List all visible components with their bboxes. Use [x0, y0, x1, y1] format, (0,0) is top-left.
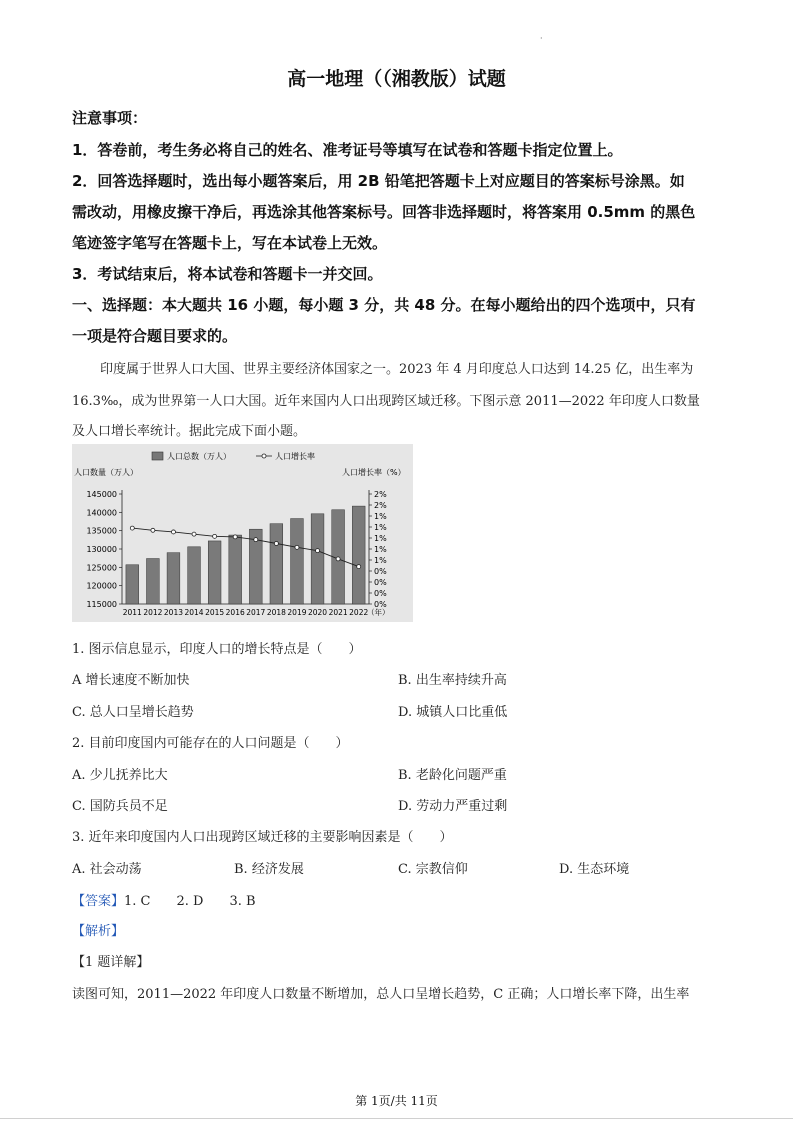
question-3-option-c: C. 宗教信仰 [398, 862, 468, 877]
y-tick-label: 115000 [86, 600, 117, 609]
growth-rate-point [213, 534, 217, 538]
question-1-option-c: C. 总人口呈增长趋势 [72, 705, 194, 720]
growth-rate-line [132, 528, 358, 567]
population-bar [352, 506, 365, 604]
detail-text: 读图可知，2011—2022 年印度人口数量不断增加，总人口呈增长趋势，C 正确；人口增长率下降，出生率 [72, 987, 690, 1002]
y2-tick-label: 0% [374, 578, 387, 587]
passage-line-2: 16.3‰，成为世界第一人口大国。近年来国内人口出现跨区域迁移。下图示意 2011—2022 年印度人口数量 [72, 394, 700, 409]
footer-divider [0, 1118, 793, 1119]
chart-legend [152, 451, 315, 461]
growth-rate-point [336, 557, 340, 561]
legend-line-marker [262, 454, 266, 458]
notice-item-1: 1．答卷前，考生务必将自己的姓名、准考证号等填写在试卷和答题卡指定位置上。 [72, 141, 623, 159]
chart-line [130, 526, 360, 569]
x-tick-label: 2018 [266, 608, 286, 617]
notice-item-2-line-1: 2．回答选择题时，选出每小题答案后，用 2B 铅笔把答题卡上对应题目的答案标号涂黑。如 [72, 172, 685, 190]
question-2-option-d: D. 劳动力严重过剩 [398, 799, 508, 814]
x-tick-label: 2013 [163, 608, 184, 617]
y2-axis-label: 人口增长率（%） [342, 468, 406, 477]
x-tick-label: 2016 [225, 608, 245, 617]
population-bar [311, 514, 324, 604]
y-tick-label: 130000 [86, 545, 117, 554]
population-bar [208, 541, 221, 604]
chart-svg [72, 444, 413, 622]
population-bar [188, 547, 201, 604]
notice-item-3: 3．考试结束后，将本试卷和答题卡一并交回。 [72, 265, 383, 283]
question-1-option-a: A 增长速度不断加快 [72, 673, 190, 688]
growth-rate-point [233, 535, 237, 539]
y-tick-label: 125000 [86, 563, 117, 573]
answer-tag: 【答案】 [72, 894, 125, 909]
x-tick-label: 2014 [184, 608, 204, 617]
growth-rate-point [295, 545, 299, 549]
y-tick-label: 145000 [86, 490, 117, 499]
y2-tick-label: 1% [374, 534, 387, 543]
population-bar [167, 553, 180, 604]
population-bar [291, 519, 304, 604]
x-tick-label: 2021 [328, 608, 348, 617]
section-heading-line-1: 一、选择题：本大题共 16 小题，每小题 3 分，共 48 分。在每小题给出的四个选项中，只有 [72, 296, 696, 314]
analysis-tag: 【解析】 [72, 924, 125, 939]
detail-tag: 【1 题详解】 [72, 955, 150, 970]
growth-rate-point [130, 526, 134, 530]
x-tick-label: 2012 [143, 608, 163, 617]
population-bar [229, 535, 242, 604]
y2-tick-label: 1% [374, 523, 387, 532]
x-tick-label: 2022 [349, 608, 369, 617]
question-2-stem: 2. 目前印度国内可能存在的人口问题是（ ） [72, 736, 349, 751]
population-chart [72, 444, 413, 622]
x-unit-label: （年） [367, 608, 390, 617]
question-1-stem: 1. 图示信息显示，印度人口的增长特点是（ ） [72, 642, 362, 657]
population-bar [270, 524, 283, 604]
y-tick-label: 120000 [86, 581, 117, 591]
question-1-option-d: D. 城镇人口比重低 [398, 705, 508, 720]
x-tick-label: 2015 [205, 608, 225, 617]
growth-rate-point [192, 532, 196, 536]
page-title: 高一地理（（湘教版）试题 [287, 68, 506, 90]
x-tick-label: 2017 [246, 608, 266, 617]
growth-rate-point [316, 549, 320, 553]
question-3-option-a: A. 社会动荡 [72, 862, 142, 877]
question-1-option-b: B. 出生率持续升高 [398, 673, 507, 688]
notice-heading: 注意事项： [72, 109, 148, 127]
population-bar [146, 559, 159, 604]
question-2-option-a: A. 少儿抚养比大 [72, 768, 168, 783]
x-tick-label: 2019 [287, 608, 307, 617]
question-3-option-d: D. 生态环境 [559, 862, 630, 877]
notice-item-2-line-2: 需改动，用橡皮擦干净后，再选涂其他答案标号。回答非选择题时，将答案用 0.5mm 的黑色 [72, 203, 696, 221]
answer-text: 1. C 2. D 3. B [124, 894, 256, 909]
legend-bar-swatch [152, 452, 163, 460]
y2-tick-label: 1% [374, 512, 387, 521]
question-3-option-b: B. 经济发展 [234, 862, 304, 877]
legend-label-population: 人口总数（万人） [167, 452, 231, 461]
growth-rate-point [254, 538, 258, 542]
growth-rate-point [274, 542, 278, 546]
x-tick-label: 2011 [122, 608, 142, 617]
population-bar [126, 565, 139, 604]
question-2-option-c: C. 国防兵员不足 [72, 799, 168, 814]
y2-tick-label: 0% [374, 589, 387, 598]
question-3-stem: 3. 近年来印度国内人口出现跨区域迁移的主要影响因素是（ ） [72, 830, 453, 845]
growth-rate-point [171, 530, 175, 534]
page-footer: 第 1页/共 11页 [355, 1094, 438, 1108]
y2-tick-label: 0% [374, 567, 387, 576]
passage-line-3: 及人口增长率统计。据此完成下面小题。 [72, 424, 307, 439]
y-axis-label: 人口数量（万人） [74, 468, 138, 477]
y2-tick-label: 0% [374, 600, 387, 609]
notice-item-2-line-3: 笔迹签字笔写在答题卡上，写在本试卷上无效。 [72, 234, 388, 252]
question-2-option-b: B. 老龄化问题严重 [398, 768, 507, 783]
section-heading-line-2: 一项是符合题目要求的。 [72, 327, 238, 345]
growth-rate-point [357, 565, 361, 569]
y-tick-label: 140000 [86, 508, 117, 518]
y2-tick-label: 1% [374, 556, 387, 565]
y2-tick-label: 2% [374, 490, 387, 499]
x-tick-label: 2020 [307, 608, 328, 617]
chart-x-labels [123, 607, 390, 617]
y2-tick-label: 1% [374, 545, 387, 554]
y2-tick-label: 2% [374, 501, 387, 510]
passage-line-1: 印度属于世界人口大国、世界主要经济体国家之一。2023 年 4 月印度总人口达到 14.25 亿，出生率为 [100, 362, 694, 377]
answer-line [72, 890, 256, 909]
growth-rate-point [151, 528, 155, 532]
corner-dot: · [540, 34, 543, 43]
legend-label-growth: 人口增长率 [275, 452, 315, 461]
y-tick-label: 135000 [86, 526, 117, 536]
